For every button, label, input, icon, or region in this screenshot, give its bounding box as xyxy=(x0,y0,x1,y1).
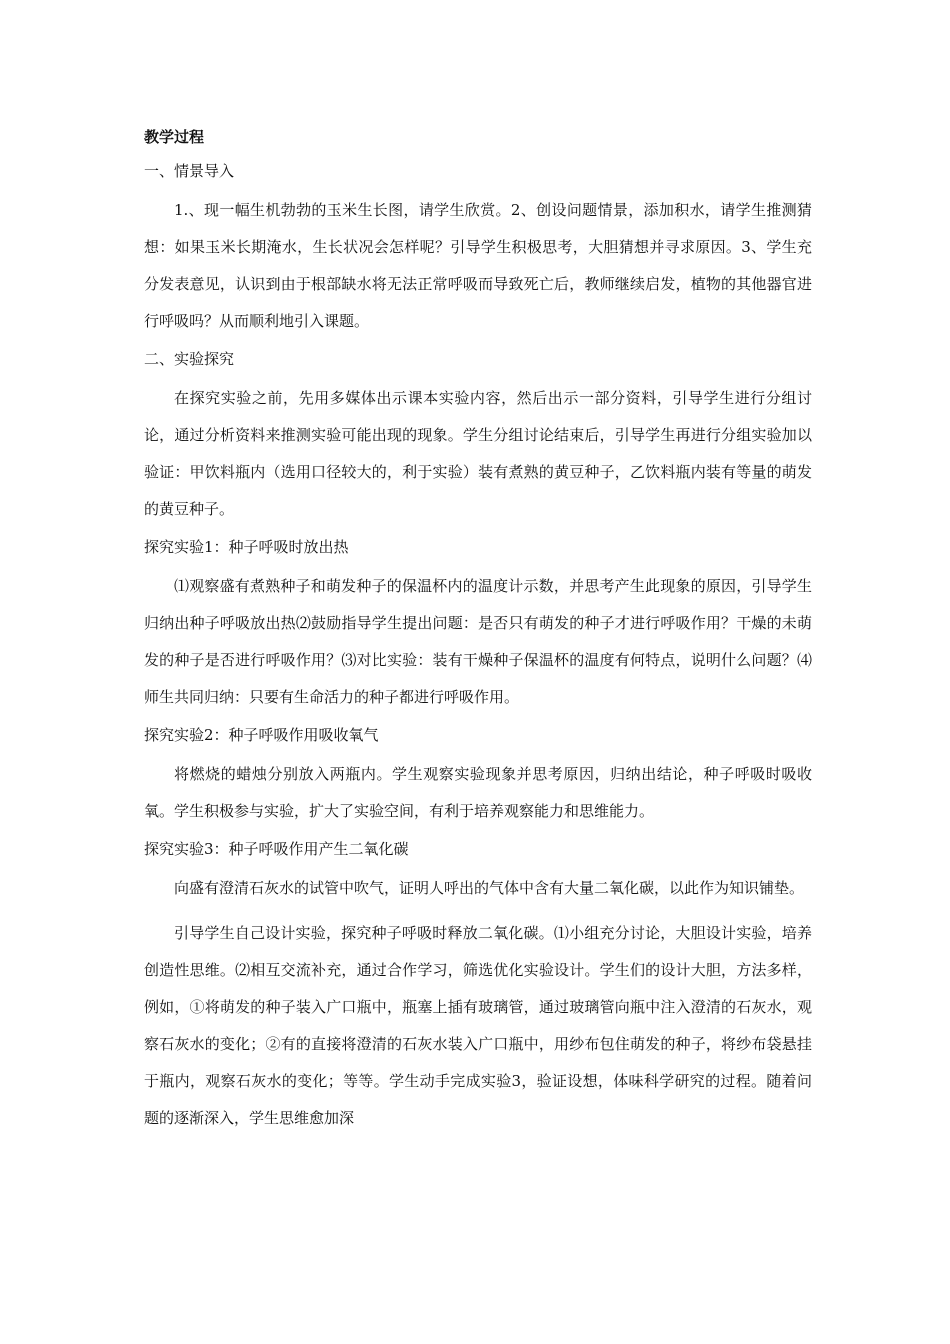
experiment3-heading: 探究实验3：种子呼吸作用产生二氧化碳 xyxy=(144,840,409,858)
experiment1-heading: 探究实验1：种子呼吸时放出热 xyxy=(144,538,349,556)
experiment2-heading: 探究实验2：种子呼吸作用吸收氧气 xyxy=(144,726,379,744)
experiment2-paragraph: 将燃烧的蜡烛分别放入两瓶内。学生观察实验现象并思考原因，归纳出结论，种子呼吸时吸收氧。学生积极参与实验，扩大了实验空间，有利于培养观察能力和思维能力。 xyxy=(144,765,812,820)
experiment3-paragraph-1: 向盛有澄清石灰水的试管中吹气，证明人呼出的气体中含有大量二氧化碳，以此作为知识铺垫。 xyxy=(174,879,805,897)
document-title: 教学过程 xyxy=(144,128,205,146)
document-body xyxy=(144,124,812,1143)
experiment-intro-paragraph: 在探究实验之前，先用多媒体出示课本实验内容，然后出示一部分资料，引导学生进行分组讨论，通过分析资料来推测实验可能出现的现象。学生分组讨论结束后，引导学生再进行分组实验加以验证：甲饮料瓶内（选用口径较大的，利于实验）装有煮熟的黄豆种子，乙饮料瓶内装有等量的萌发的黄豆种子。 xyxy=(144,389,812,518)
section-heading-intro: 一、情景导入 xyxy=(144,162,235,180)
experiment3-paragraph-2: 引导学生自己设计实验，探究种子呼吸时释放二氧化碳。⑴小组充分讨论，大胆设计实验，培养创造性思维。⑵相互交流补充，通过合作学习，筛选优化实验设计。学生们的设计大胆，方法多样，例如，①将萌发的种子装入广口瓶中，瓶塞上插有玻璃管，通过玻璃管向瓶中注入澄清的石灰水，观察石灰水的变化；②有的直接将澄清的石灰水装入广口瓶中，用纱布包住萌发的种子，将纱布袋悬挂于瓶内，观察石灰水的变化；等等。学生动手完成实验3，验证设想，体味科学研究的过程。随着问题的逐渐深入，学生思维愈加深 xyxy=(144,924,812,1127)
section-heading-experiment: 二、实验探究 xyxy=(144,350,235,368)
experiment1-paragraph: ⑴观察盛有煮熟种子和萌发种子的保温杯内的温度计示数，并思考产生此现象的原因，引导学生归纳出种子呼吸放出热⑵鼓励指导学生提出问题：是否只有萌发的种子才进行呼吸作用？干燥的未萌发的种子是否进行呼吸作用？⑶对比实验：装有干燥种子保温杯的温度有何特点，说明什么问题？⑷师生共同归纳：只要有生命活力的种子都进行呼吸作用。 xyxy=(144,577,812,706)
intro-paragraph: 1.、现一幅生机勃勃的玉米生长图，请学生欣赏。2、创设问题情景，添加积水，请学生推测猜想：如果玉米长期淹水，生长状况会怎样呢？引导学生积极思考，大胆猜想并寻求原因。3、学生充分发表意见，认识到由于根部缺水将无法正常呼吸而导致死亡后，教师继续启发，植物的其他器官进行呼吸吗？从而顺利地引入课题。 xyxy=(144,201,812,330)
